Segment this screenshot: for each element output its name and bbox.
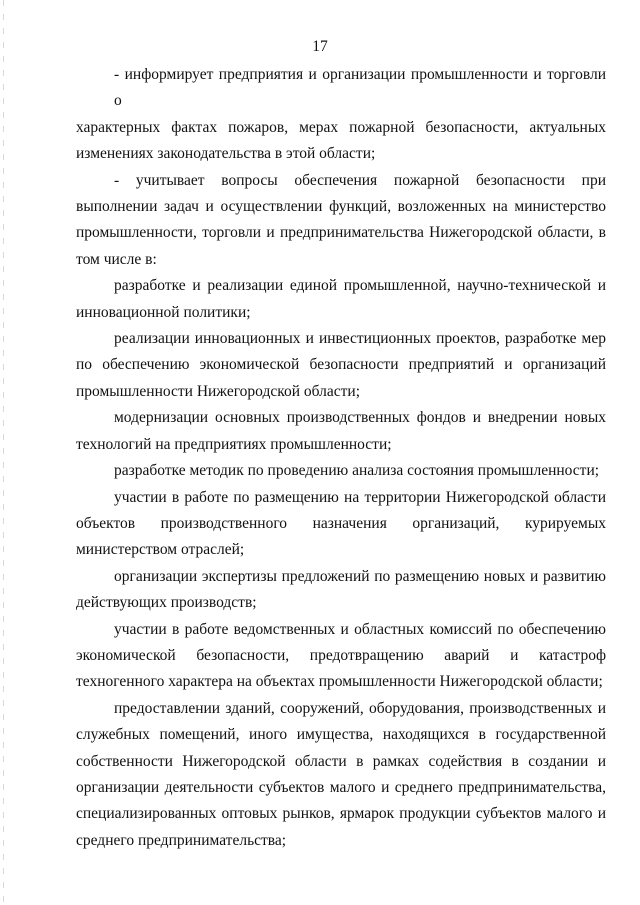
- text-line: по обеспечению экономической безопасности предприятий и организаций: [76, 356, 606, 374]
- text-line: действующих производств;: [76, 594, 257, 612]
- page-number: 17: [312, 38, 328, 55]
- text-line: предоставлении зданий, сооружений, оборудования, производственных и: [114, 699, 606, 717]
- text-line: реализации инновационных и инвестиционных проектов, разработке мер: [114, 330, 606, 348]
- text-line: промышленности Нижегородской области;: [76, 382, 361, 400]
- paragraph: [76, 273, 606, 326]
- paragraph: [76, 564, 606, 617]
- text-line: организации деятельности субъектов малого и среднего предпринимательства,: [76, 778, 606, 796]
- paragraph: [76, 485, 606, 564]
- text-line: разработке и реализации единой промышленной, научно-технической и: [114, 277, 606, 295]
- text-line: выполнении задач и осуществлении функций, возложенных на министерство: [76, 198, 606, 216]
- text-line: разработке методик по проведению анализа состояния промышленности;: [114, 462, 600, 480]
- text-line: промышленности, торговли и предпринимательства Нижегородской области, в: [76, 224, 606, 242]
- text-line: собственности Нижегородской области в рамках содействия в создании и: [76, 752, 606, 770]
- text-line: участии в работе ведомственных и областных комиссий по обеспечению: [114, 620, 606, 638]
- text-line: объектов производственного назначения организаций, курируемых: [76, 514, 606, 532]
- text-line: модернизации основных производственных фондов и внедрении новых: [114, 409, 606, 427]
- text-line: служебных помещений, иного имущества, находящихся в государственной: [76, 726, 606, 744]
- text-line: среднего предпринимательства;: [76, 831, 287, 849]
- text-line: техногенного характера на объектах промышленности Нижегородской области;: [76, 673, 603, 691]
- scan-edge-artifact: [3, 0, 4, 905]
- text-line: министерством отраслей;: [76, 541, 245, 559]
- text-line: технологий на предприятиях промышленности;: [76, 435, 392, 453]
- paragraph: [76, 62, 606, 168]
- text-line: - учитывает вопросы обеспечения пожарной безопасности при: [114, 171, 606, 189]
- text-line: организации экспертизы предложений по размещению новых и развитию: [114, 567, 606, 585]
- paragraph: [76, 617, 606, 696]
- text-line: участии в работе по размещению на территории Нижегородской области: [114, 488, 606, 506]
- text-line: том числе в:: [76, 250, 157, 268]
- paragraph: [76, 458, 606, 484]
- text-line: изменениях законодательства в этой области;: [76, 145, 376, 163]
- text-line: инновационной политики;: [76, 303, 251, 321]
- text-line: специализированных оптовых рынков, ярмарок продукции субъектов малого и: [76, 805, 606, 823]
- paragraph: [76, 326, 606, 405]
- text-line: экономической безопасности, предотвращению аварий и катастроф: [76, 646, 606, 664]
- paragraph: [76, 405, 606, 458]
- document-body: [76, 62, 606, 854]
- paragraph: [76, 168, 606, 274]
- paragraph: [76, 696, 606, 854]
- text-line: характерных фактах пожаров, мерах пожарной безопасности, актуальных: [76, 118, 606, 136]
- text-line: - информирует предприятия и организации промышленности и торговли о: [114, 66, 606, 110]
